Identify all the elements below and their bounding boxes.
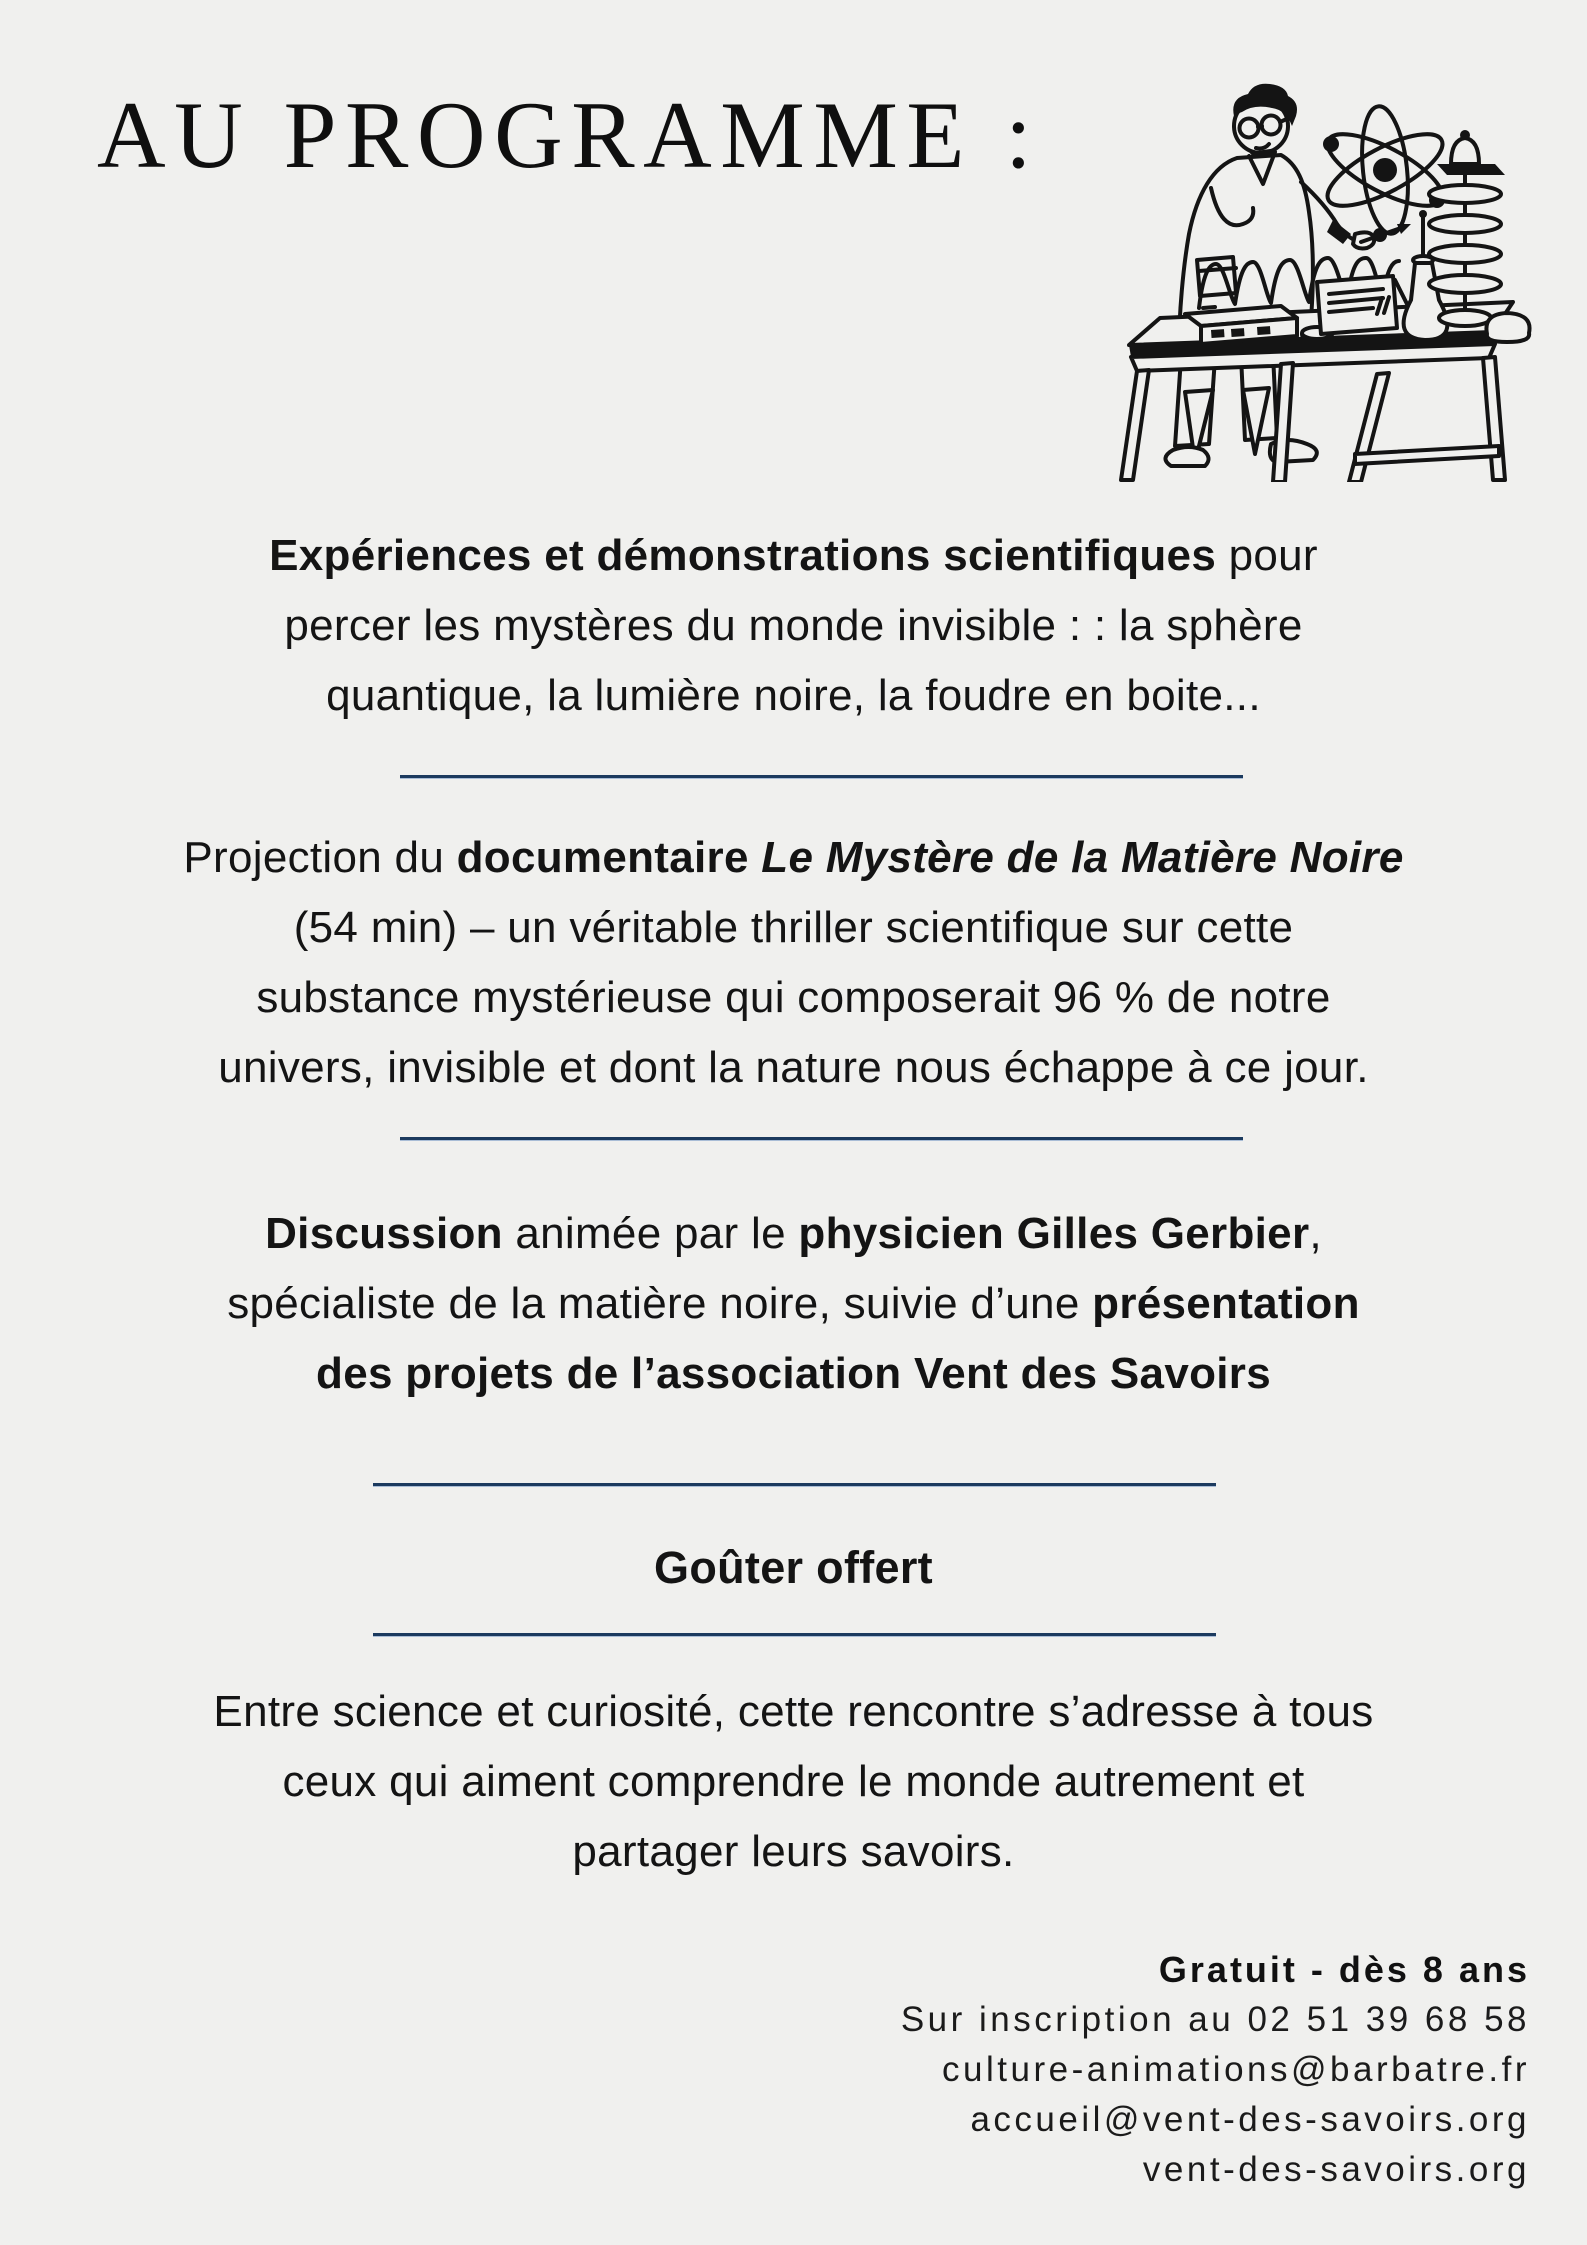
contact-email-vent-des-savoirs: accueil@vent-des-savoirs.org — [970, 2100, 1530, 2139]
discussion-paragraph: Discussion animée par le physicien Gilles Gerbier, spécialiste de la matière noire, suivie d’une présentation des projets de l’association Vent des Savoirs — [227, 1209, 1360, 1398]
electronics-box — [1185, 306, 1297, 344]
contact-block — [0, 1945, 1587, 2195]
projection-paragraph: Projection du documentaire Le Mystère de la Matière Noire (54 min) – un véritable thriller scientifique sur cette substance mystérieuse qui composerait 96 % de notre univers, invisible et dont la nature nous échappe à ce jour. — [183, 833, 1404, 1092]
scientist-lab-illustration — [1085, 52, 1535, 482]
section-divider — [373, 1483, 1216, 1487]
contact-website: vent-des-savoirs.org — [1142, 2150, 1530, 2189]
free-entry-age-label: Gratuit - dès 8 ans — [1158, 1949, 1530, 1990]
section-divider — [400, 1137, 1243, 1141]
page-title: AU PROGRAMME : — [97, 82, 1041, 188]
experiences-paragraph: Expériences et démonstrations scientifiques pour percer les mystères du monde invisible : : la sphère quantique, la lumière noire, la foudre en boite... — [269, 531, 1318, 720]
contact-email-barbatre: culture-animations@barbatre.fr — [942, 2050, 1530, 2089]
section-divider — [400, 775, 1243, 779]
gouter-paragraph: Goûter offert — [654, 1542, 933, 1593]
section-divider — [373, 1633, 1216, 1637]
registration-phone: Sur inscription au 02 51 39 68 58 — [900, 2000, 1530, 2039]
conclusion-paragraph: Entre science et curiosité, cette rencontre s’adresse à tous ceux qui aiment comprendre le monde autrement et partager leurs savoirs. — [213, 1687, 1374, 1876]
